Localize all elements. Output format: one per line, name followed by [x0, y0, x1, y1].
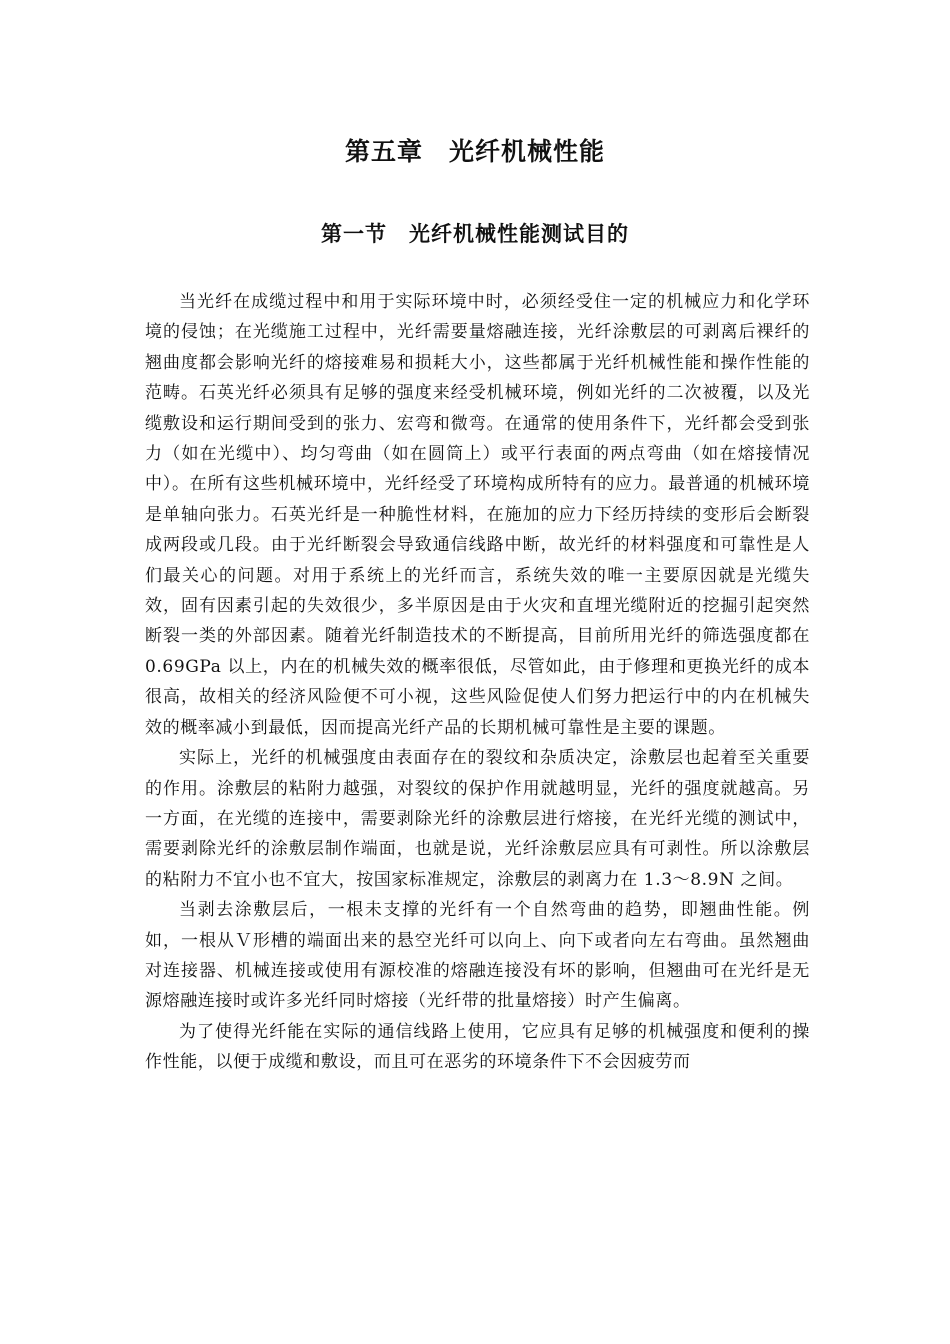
chapter-title: 第五章 光纤机械性能	[344, 137, 605, 166]
body-text	[145, 287, 810, 1078]
paragraph-1: 当光纤在成缆过程中和用于实际环境中时，必须经受住一定的机械应力和化学环境的侵蚀；在光缆施工过程中，光纤需要量熔融连接，光纤涂敷层的可剥离后裸纤的翘曲度都会影响光纤的熔接难易和损耗大小，这些都属于光纤机械性能和操作性能的范畴。石英光纤必须具有足够的强度来经受机械环境，例如光纤的二次被覆，以及光缆敷设和运行期间受到的张力、宏弯和微弯。在通常的使用条件下，光纤都会受到张力（如在光缆中）、均匀弯曲（如在圆筒上）或平行表面的两点弯曲（如在熔接情况中）。在所有这些机械环境中，光纤经受了环境构成所特有的应力。最普通的机械环境是单轴向张力。石英光纤是一种脆性材料，在施加的应力下经历持续的变形后会断裂成两段或几段。由于光纤断裂会导致通信线路中断，故光纤的材料强度和可靠性是人们最关心的问题。对用于系统上的光纤而言，系统失效的唯一主要原因就是光缆失效，固有因素引起的失效很少，多半原因是由于火灾和直埋光缆附近的挖掘引起突然断裂一类的外部因素。随着光纤制造技术的不断提高，目前所用光纤的筛选强度都在 0.69GPa 以上，内在的机械失效的概率很低，尽管如此，由于修理和更换光纤的成本很高，故相关的经济风险便不可小视，这些风险促使人们努力把运行中的内在机械失效的概率减小到最低，因而提高光纤产品的长期机械可靠性是主要的课题。	[145, 292, 810, 738]
paragraph-2: 实际上，光纤的机械强度由表面存在的裂纹和杂质决定，涂敷层也起着至关重要的作用。涂敷层的粘附力越强，对裂纹的保护作用就越明显，光纤的强度就越高。另一方面，在光缆的连接中，需要剥除光纤的涂敷层进行熔接，在光纤光缆的测试中，需要剥除光纤的涂敷层制作端面，也就是说，光纤涂敷层应具有可剥性。所以涂敷层的粘附力不宜小也不宜大，按国家标准规定，涂敷层的剥离力在 1.3～8.9N 之间。	[145, 748, 810, 890]
section-title: 第一节 光纤机械性能测试目的	[321, 222, 629, 246]
paragraph-3: 当剥去涂敷层后，一根未支撑的光纤有一个自然弯曲的趋势，即翘曲性能。例如，一根从Ｖ形槽的端面出来的悬空光纤可以向上、向下或者向左右弯曲。虽然翘曲对连接器、机械连接或使用有源校准的熔融连接没有坏的影响，但翘曲可在光纤是无源熔融连接时或许多光纤同时熔接（光纤带的批量熔接）时产生偏离。	[145, 900, 810, 1012]
paragraph-4: 为了使得光纤能在实际的通信线路上使用，它应具有足够的机械强度和便利的操作性能，以便于成缆和敷设，而且可在恶劣的环境条件下不会因疲劳而	[145, 1021, 810, 1073]
